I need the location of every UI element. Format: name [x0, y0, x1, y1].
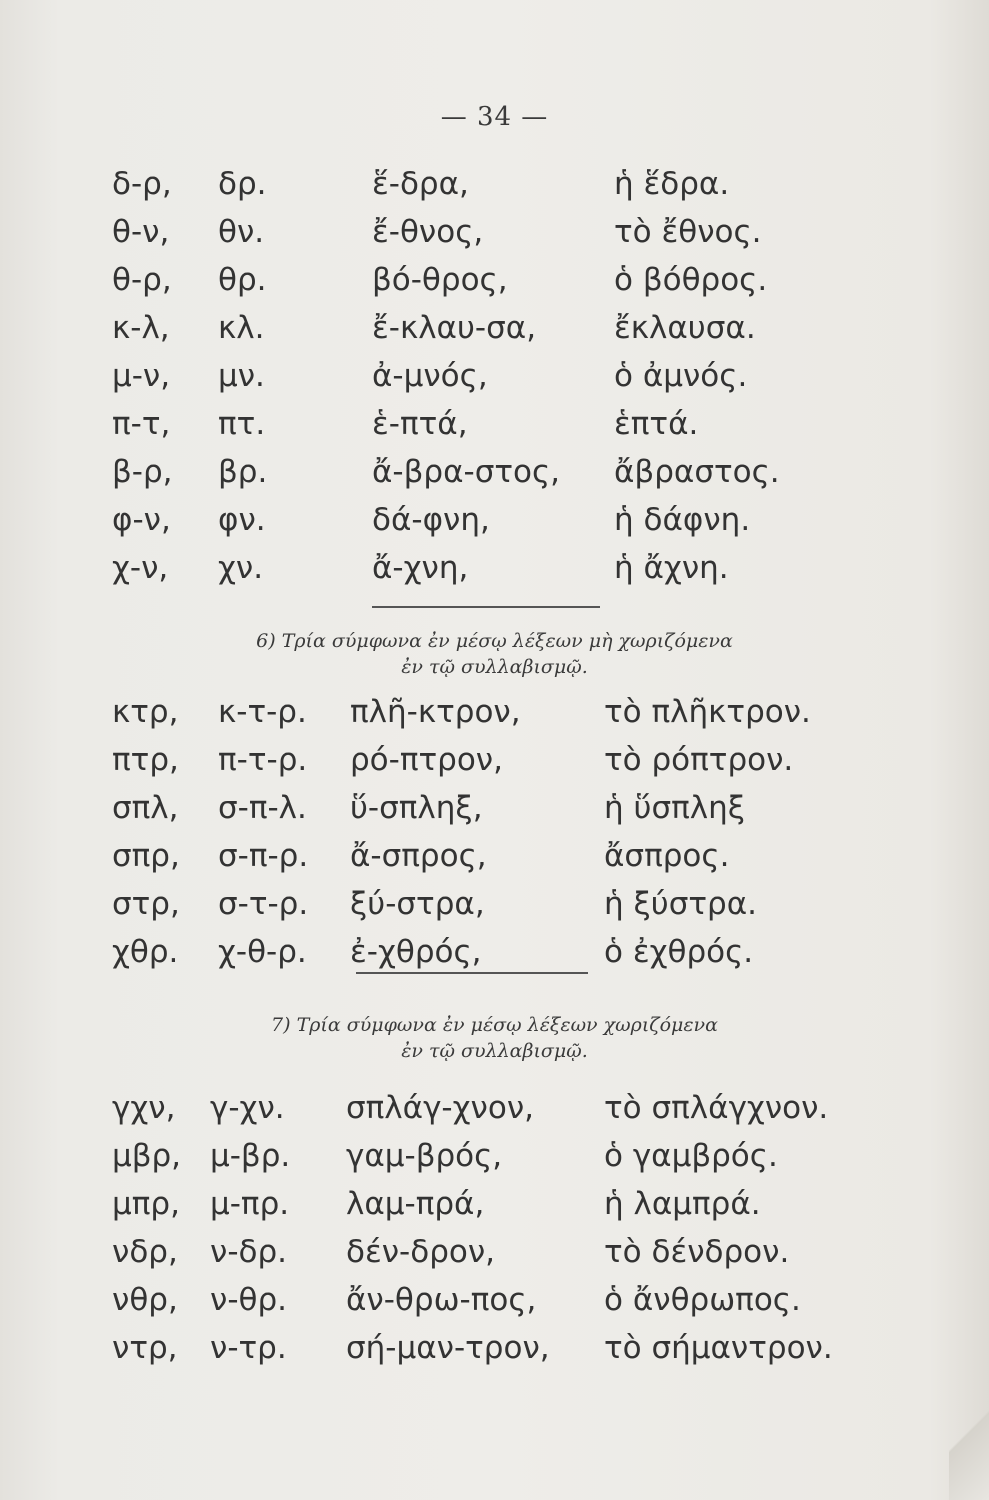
- consonant-cluster: ν-θρ.: [210, 1282, 288, 1318]
- whole-word: ἡ δάφνη.: [614, 502, 751, 538]
- consonant-cluster: φν.: [218, 502, 266, 538]
- whole-word: ὁ γαμβρός.: [604, 1138, 778, 1174]
- consonant-group: μβρ,: [112, 1138, 182, 1174]
- consonant-cluster: ν-τρ.: [210, 1330, 287, 1366]
- syllabified-word: ἔ-κλαυ-σα,: [372, 310, 537, 346]
- syllabified-word: λαμ-πρά,: [346, 1186, 485, 1222]
- whole-word: τὸ σήμαντρον.: [604, 1330, 833, 1366]
- whole-word: ὁ ἀμνός.: [614, 358, 748, 394]
- syllabified-word: ρό-πτρον,: [350, 742, 503, 778]
- consonant-group: π-τ,: [112, 406, 171, 442]
- consonant-group: β-ρ,: [112, 454, 173, 490]
- consonant-group: σπλ,: [112, 790, 179, 826]
- consonant-cluster: βρ.: [218, 454, 268, 490]
- consonant-cluster: χν.: [218, 550, 264, 586]
- heading-line: ἐν τῷ συλλαβισμῷ.: [401, 1040, 588, 1062]
- syllabified-word: ἄ-χνη,: [372, 550, 469, 586]
- consonant-group: σπρ,: [112, 838, 180, 874]
- consonant-cluster: θν.: [218, 214, 265, 250]
- syllabified-word: βό-θρος,: [372, 262, 508, 298]
- consonant-group: νθρ,: [112, 1282, 178, 1318]
- consonant-cluster: κλ.: [218, 310, 265, 346]
- whole-word: ὁ ἄνθρωπος.: [604, 1282, 801, 1318]
- whole-word: τὸ πλῆκτρον.: [604, 694, 811, 730]
- syllabified-word: ἕ-δρα,: [372, 166, 469, 202]
- consonant-cluster: γ-χν.: [210, 1090, 285, 1126]
- divider-rule: [372, 606, 600, 608]
- whole-word: ὁ βόθρος.: [614, 262, 768, 298]
- consonant-cluster: σ-π-λ.: [218, 790, 307, 826]
- page-corner-shadow: [949, 1240, 989, 1500]
- syllabified-word: δά-φνη,: [372, 502, 490, 538]
- whole-word: ἡ ὕσπληξ: [604, 790, 746, 826]
- page-number: — 34 —: [440, 102, 549, 132]
- consonant-group: στρ,: [112, 886, 180, 922]
- consonant-cluster: πτ.: [218, 406, 266, 442]
- syllabified-word: ἀ-μνός,: [372, 358, 488, 394]
- syllabified-word: δέν-δρον,: [346, 1234, 496, 1270]
- consonant-group: μ-ν,: [112, 358, 171, 394]
- whole-word: τὸ σπλάγχνον.: [604, 1090, 829, 1126]
- consonant-group: πτρ,: [112, 742, 179, 778]
- syllabified-word: ἑ-πτά,: [372, 406, 468, 442]
- syllabified-word: σή-μαν-τρον,: [346, 1330, 550, 1366]
- consonant-cluster: σ-π-ρ.: [218, 838, 309, 874]
- whole-word: ἄβραστος.: [614, 454, 780, 490]
- syllabified-word: ὕ-σπληξ,: [350, 790, 483, 826]
- consonant-cluster: μ-πρ.: [210, 1186, 290, 1222]
- syllabified-word: ἄν-θρω-πος,: [346, 1282, 537, 1318]
- heading-line: 7) Τρία σύμφωνα ἐν μέσῳ λέξεων χωριζόμενα: [271, 1014, 718, 1036]
- whole-word: ἡ ἕδρα.: [614, 166, 730, 202]
- whole-word: τὸ δένδρον.: [604, 1234, 790, 1270]
- syllabified-word: σπλάγ-χνον,: [346, 1090, 534, 1126]
- syllabified-word: πλῆ-κτρον,: [350, 694, 521, 730]
- syllabified-word: ἄ-βρα-στος,: [372, 454, 561, 490]
- consonant-group: μπρ,: [112, 1186, 180, 1222]
- consonant-cluster: χ-θ-ρ.: [218, 934, 307, 970]
- whole-word: ὁ ἐχθρός.: [604, 934, 754, 970]
- syllabified-word: ξύ-στρα,: [350, 886, 485, 922]
- whole-word: ἡ ξύστρα.: [604, 886, 758, 922]
- divider-rule: [356, 972, 588, 974]
- consonant-cluster: μ-βρ.: [210, 1138, 291, 1174]
- section-heading-7: [0, 1012, 989, 1064]
- consonant-group: νδρ,: [112, 1234, 178, 1270]
- syllabified-word: ἐ-χθρός,: [350, 934, 482, 970]
- consonant-group: χ-ν,: [112, 550, 169, 586]
- consonant-cluster: δρ.: [218, 166, 267, 202]
- whole-word: ἄσπρος.: [604, 838, 730, 874]
- syllabified-word: ἄ-σπρος,: [350, 838, 487, 874]
- consonant-group: φ-ν,: [112, 502, 171, 538]
- consonant-group: θ-ν,: [112, 214, 170, 250]
- consonant-cluster: μν.: [218, 358, 265, 394]
- heading-line: ἐν τῷ συλλαβισμῷ.: [401, 656, 588, 678]
- consonant-cluster: ν-δρ.: [210, 1234, 288, 1270]
- consonant-cluster: π-τ-ρ.: [218, 742, 308, 778]
- consonant-group: γχν,: [112, 1090, 176, 1126]
- whole-word: ἡ λαμπρά.: [604, 1186, 761, 1222]
- whole-word: ἔκλαυσα.: [614, 310, 756, 346]
- whole-word: τὸ ἔθνος.: [614, 214, 762, 250]
- consonant-cluster: θρ.: [218, 262, 267, 298]
- whole-word: τὸ ρόπτρον.: [604, 742, 794, 778]
- syllabified-word: γαμ-βρός,: [346, 1138, 503, 1174]
- consonant-group: κ-λ,: [112, 310, 170, 346]
- consonant-group: θ-ρ,: [112, 262, 172, 298]
- consonant-group: κτρ,: [112, 694, 179, 730]
- consonant-group: ντρ,: [112, 1330, 178, 1366]
- consonant-group: δ-ρ,: [112, 166, 172, 202]
- consonant-group: χθρ.: [112, 934, 179, 970]
- section-heading-6: [0, 628, 989, 680]
- whole-word: ἡ ἄχνη.: [614, 550, 729, 586]
- consonant-cluster: σ-τ-ρ.: [218, 886, 309, 922]
- whole-word: ἑπτά.: [614, 406, 699, 442]
- syllabified-word: ἔ-θνος,: [372, 214, 484, 250]
- heading-line: 6) Τρία σύμφωνα ἐν μέσῳ λέξεων μὴ χωριζόμενα: [256, 630, 733, 652]
- consonant-cluster: κ-τ-ρ.: [218, 694, 307, 730]
